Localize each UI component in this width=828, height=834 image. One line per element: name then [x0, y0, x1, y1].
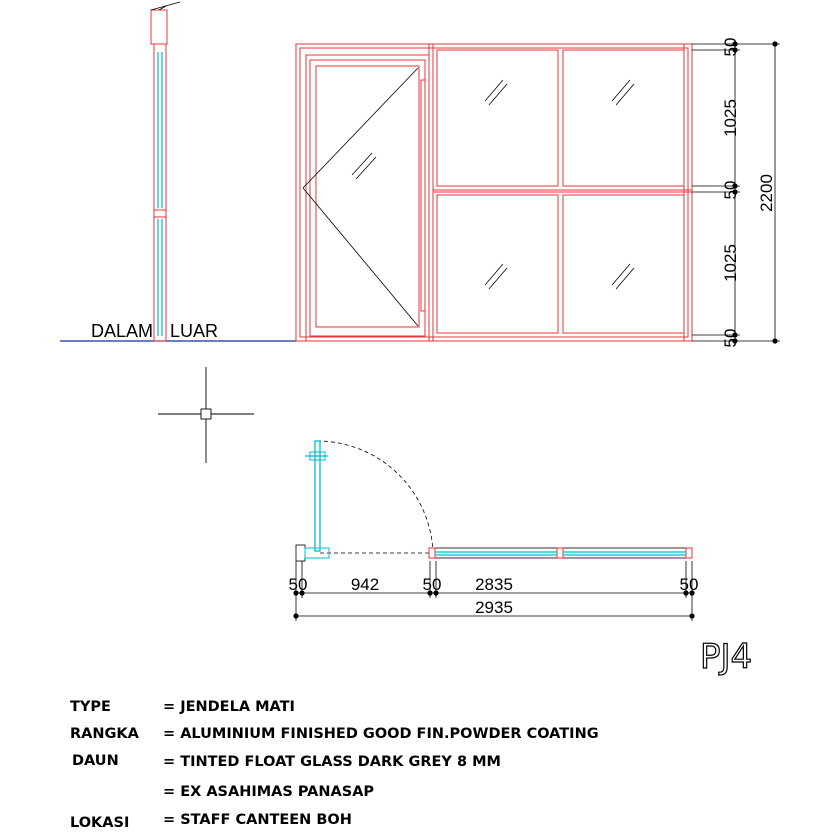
spec-value-rangka: = ALUMINIUM FINISHED GOOD FIN.POWDER COATING [163, 726, 599, 742]
fixed-pane-3 [437, 195, 558, 333]
spec-key-rangka: RANGKA [70, 726, 139, 742]
spec-value-lokasi: = STAFF CANTEEN BOH [163, 812, 352, 828]
section-view [60, 2, 296, 341]
dim-pane-lower: 1025 [721, 244, 740, 282]
door-handle [421, 80, 425, 311]
drawing-code: PJ4 [700, 637, 753, 677]
door-glass [316, 66, 419, 327]
dim-overall-height: 2200 [757, 174, 776, 212]
plan-view [296, 441, 692, 561]
glass-hatch [352, 80, 634, 289]
dim-overall-width: 2935 [475, 598, 513, 617]
dim-pane-upper: 1025 [721, 99, 740, 137]
section-wall-stub [151, 10, 167, 44]
spec-value-daun: = TINTED FLOAT GLASS DARK GREY 8 MM [163, 754, 501, 770]
spec-key-daun: DAUN [72, 753, 119, 769]
cad-crosshair-icon [158, 367, 254, 463]
door-leaf-frame [306, 55, 429, 341]
fixed-pane-1 [437, 50, 558, 186]
spec-notes [70, 699, 599, 831]
spec-key-type: TYPE [70, 699, 111, 715]
dim-mid-frame: 50 [422, 575, 442, 594]
spec-value-glass-source: = EX ASAHIMAS PANASAP [163, 784, 375, 800]
outside-label: LUAR [170, 321, 219, 341]
inside-label: DALAM [91, 321, 154, 341]
fixed-pane-4 [563, 195, 684, 333]
spec-key-lokasi: LOKASI [70, 815, 130, 831]
jamb-plan [296, 545, 305, 561]
fixed-pane-2 [563, 50, 684, 186]
swing-indicator [303, 68, 418, 326]
dim-transom: 50 [721, 180, 740, 200]
swing-arc [317, 441, 433, 553]
door-leaf-plan [315, 441, 320, 551]
dim-right-frame: 50 [679, 575, 699, 594]
elevation-view [296, 44, 692, 341]
section-frame [154, 44, 166, 341]
dim-fixed-width: 2835 [475, 575, 513, 594]
dim-left-frame: 50 [288, 575, 308, 594]
spec-value-type: = JENDELA MATI [163, 699, 295, 715]
dim-bottom-frame: 50 [721, 328, 740, 348]
dim-top-frame: 50 [721, 37, 740, 57]
dim-door-width: 942 [350, 575, 380, 594]
